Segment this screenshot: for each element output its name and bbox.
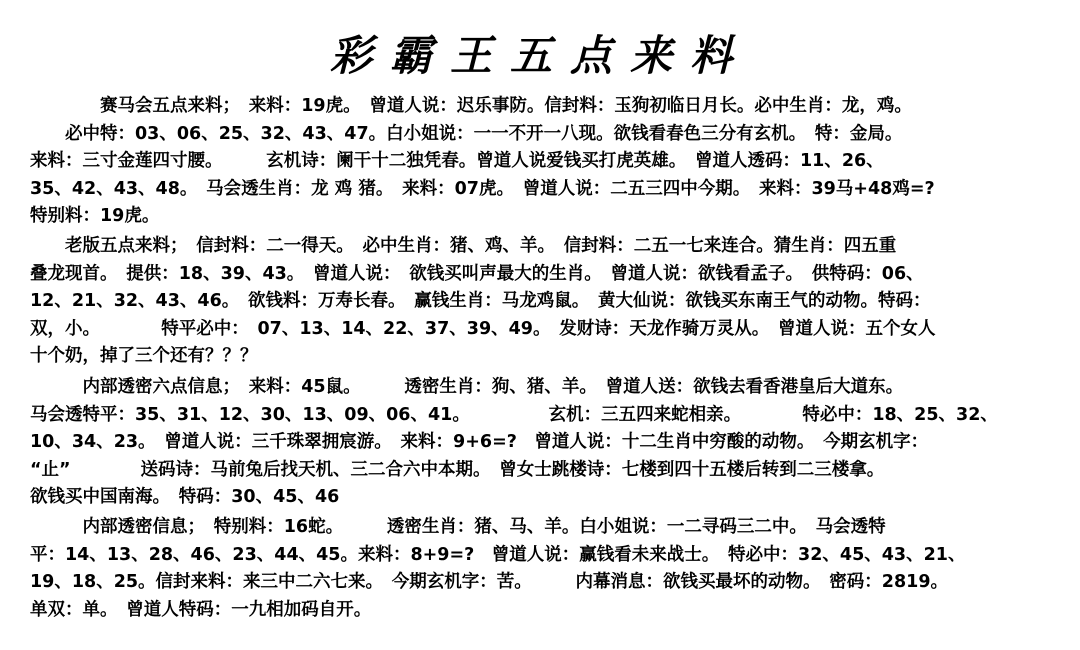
page-title: 彩霸王五点来料 — [329, 31, 750, 80]
text-line: 欲钱买中国南海。 特码：30、45、46 — [30, 487, 340, 507]
text-line: 35、42、43、48。 马会透生肖：龙 鸡 猪。 来料：07虎。 曾道人说：二五三四中今期。 来料：39马+48鸡=? — [30, 178, 935, 199]
text-line: 19、18、25。信封来料：来三中二六七来。 今期玄机字：苦。 内幕消息：欲钱买最坏的动物。 密码：2819。 — [30, 572, 949, 592]
text-line: 赛马会五点来料； 来料：19虎。 曾道人说：迟乐事防。信封料：玉狗初临日月长。必中生肖：龙，鸡。 — [30, 96, 912, 116]
text-line: 内部透密六点信息； 来料：45鼠。 透密生肖：狗、猪、羊。 曾道人送：欲钱去看香港皇后大道东。 — [30, 377, 904, 397]
text-line: 内部透密信息； 特别料：16蛇。 透密生肖：猪、马、羊。白小姐说：一二寻码三二中。 马会透特 — [30, 517, 886, 537]
text-line: 叠龙现首。 提供：18、39、43。 曾道人说： 欲钱买叫声最大的生肖。 曾道人说：欲钱看孟子。 供特码：06、 — [30, 263, 924, 284]
section-laoban — [30, 233, 1060, 371]
section-neibu-liudian — [30, 374, 1060, 512]
text-line: 12、21、32、43、46。 欲钱料：万寿长春。 赢钱生肖：马龙鸡鼠。 黄大仙说：欲钱买东南王气的动物。特码： — [30, 291, 931, 311]
text-line: 来料：三寸金莲四寸腰。 玄机诗：阑干十二独凭春。曾道人说爱钱买打虎英雄。 曾道人透码：11、26、 — [30, 151, 884, 171]
text-line: 单双：单。 曾道人特码：一九相加码自开。 — [30, 599, 372, 620]
text-line: 老版五点来料； 信封料：二一得天。 必中生肖：猪、鸡、羊。 信封料：二五一七来连合。猜生肖：四五重 — [30, 236, 897, 256]
text-line: 双，小。 特平必中： 07、13、14、22、37、39、49。 发财诗：天龙作骑万灵从。 曾道人说：五个女人 — [30, 318, 936, 339]
text-line: 特别料：19虎。 — [30, 206, 160, 226]
text-line: 必中特：03、06、25、32、43、47。白小姐说：一一不开一八现。欲钱看春色三分有玄机。 特：金局。 — [30, 123, 903, 144]
text-line: 平：14、13、28、46、23、44、45。来料：8+9=? 曾道人说：赢钱看未来战士。 特必中：32、45、43、21、 — [30, 544, 966, 565]
section-neibu-xinxi — [30, 514, 1060, 624]
text-line: “止” 送码诗：马前兔后找天机、三二合六中本期。 曾女士跳楼诗：七楼到四十五楼后转到二三楼拿。 — [30, 459, 885, 480]
text-line: 十个奶，掉了三个还有？？？ — [30, 346, 258, 366]
text-line: 马会透特平：35、31、12、30、13、09、06、41。 玄机：三五四来蛇相亲。 特必中：18、25、32、 — [30, 404, 998, 425]
section-wudian — [30, 93, 1060, 231]
text-line: 10、34、23。 曾道人说：三千珠翠拥宸游。 来料：9+6=? 曾道人说：十二生肖中穷酸的动物。 今期玄机字： — [30, 432, 929, 452]
